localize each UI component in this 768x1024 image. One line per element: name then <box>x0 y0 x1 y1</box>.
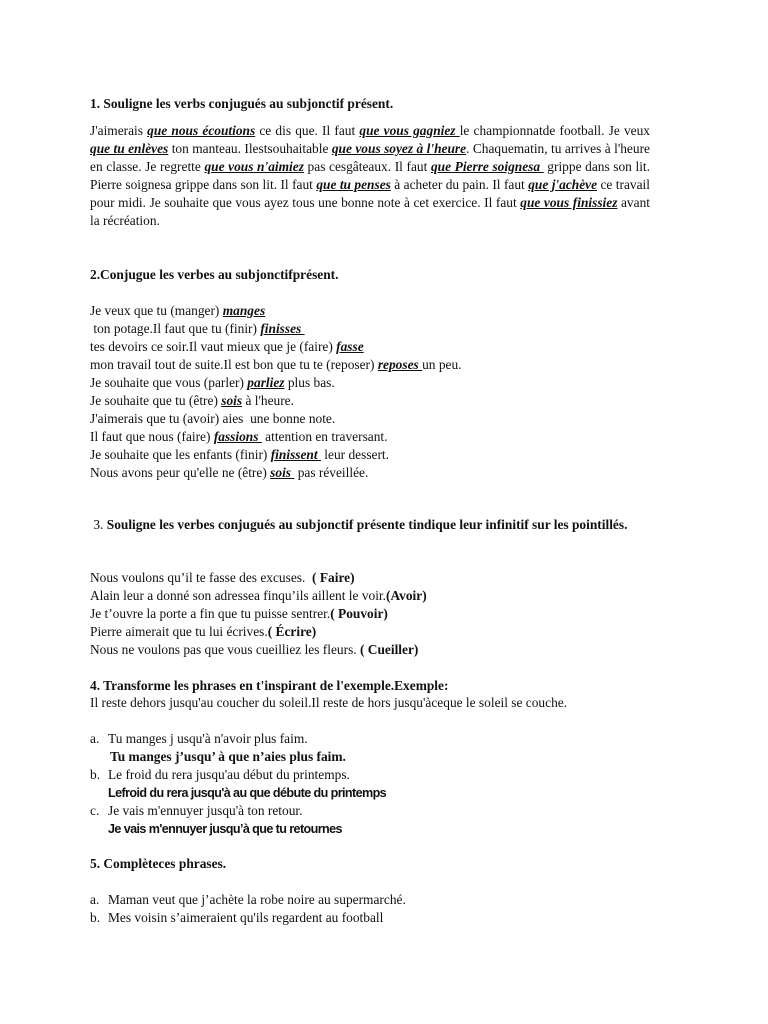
subjunctive-answer: sois <box>270 465 295 480</box>
sentence-text: Pierre aimerait que tu lui écrives. <box>90 624 268 639</box>
item-answer: Je vais m'ennuyer jusqu’à que tu retournes <box>108 822 342 836</box>
subjunctive-sentence <box>90 569 650 587</box>
ex3-heading <box>90 516 650 534</box>
ex4-heading: 4. Transforme les phrases en t'inspirant de l'exemple.Exemple: <box>90 678 449 693</box>
subjunctive-sentence <box>90 623 650 641</box>
infinitive-answer: ( Faire) <box>305 570 355 585</box>
text-segment: pas cesgâteaux. Il faut <box>303 159 431 174</box>
subjunctive-answer: manges <box>222 303 266 318</box>
ex4-example: Il reste dehors jusqu'au coucher du soleil.Il reste de hors jusqu'àceque le soleil se couche. <box>90 695 568 710</box>
subjunctive-answer: que nous écoutions <box>147 123 256 138</box>
sentence-text: Nous ne voulons pas que vous cueilliez les fleurs. <box>90 642 357 657</box>
text-segment: pas réveillée. <box>294 465 369 480</box>
subjunctive-answer: reposes <box>377 357 423 372</box>
ex2-lines <box>90 302 650 482</box>
ex3-heading-text: Souligne les verbes conjugués au subjonctif présente tindique leur infinitif sur les pointillés. <box>106 517 628 532</box>
infinitive-answer: (Avoir) <box>386 588 427 603</box>
subjunctive-answer: que tu enlèves <box>90 141 169 156</box>
text-segment: Nous avons peur qu'elle ne (être) <box>90 465 271 480</box>
text-segment: ton manteau. Ilestsouhaitable <box>168 141 332 156</box>
conjugation-line <box>90 356 650 374</box>
complete-item <box>90 909 650 927</box>
subjunctive-sentence <box>90 587 650 605</box>
subjunctive-sentence <box>90 641 650 659</box>
subjunctive-answer: fassions <box>213 429 262 444</box>
text-segment: J'aimerais <box>90 123 148 138</box>
text-segment: tes devoirs ce soir.Il vaut mieux que je (faire) <box>90 339 337 354</box>
ex5-items <box>90 891 650 927</box>
subjunctive-answer: que tu penses <box>316 177 391 192</box>
subjunctive-answer: que j'achève <box>528 177 598 192</box>
item-text: Maman veut que j’achète la robe noire au supermarché. <box>108 892 406 907</box>
sentence-text: Nous voulons qu’il te fasse des excuses. <box>90 570 306 585</box>
subjunctive-answer: parliez <box>247 375 285 390</box>
text-segment: un peu. <box>422 357 462 372</box>
subjunctive-answer: fasse <box>336 339 364 354</box>
ex1-heading: 1. Souligne les verbs conjugués au subjonctif présent. <box>90 96 394 111</box>
item-text: Mes voisin s’aimeraient qu'ils regardent au football <box>108 910 384 925</box>
ex5-heading: 5. Complèteces phrases. <box>90 856 227 871</box>
subjunctive-sentence <box>90 605 650 623</box>
subjunctive-answer: que vous n'aimiez <box>204 159 304 174</box>
sentence-text: Alain leur a donné son adressea finqu’ils aillent le voir. <box>90 588 386 603</box>
sentence-text: Je t’ouvre la porte a fin que tu puisse sentrer. <box>90 606 331 621</box>
conjugation-line <box>90 410 650 428</box>
ex2-heading: 2.Conjugue les verbes au subjonctifprésent. <box>90 267 339 282</box>
text-segment: Je souhaite que vous (parler) <box>90 375 248 390</box>
subjunctive-answer: que vous gagniez <box>359 123 460 138</box>
text-segment: mon travail tout de suite.Il est bon que tu te (reposer) <box>90 357 378 372</box>
transform-item <box>90 766 650 784</box>
subjunctive-answer: que vous finissiez <box>520 195 618 210</box>
text-segment: Je souhaite que les enfants (finir) <box>90 447 271 462</box>
ex4-items <box>90 730 650 838</box>
item-label: c. <box>90 803 100 818</box>
complete-item <box>90 891 650 909</box>
text-segment: ton potage.Il faut que tu (finir) <box>90 321 261 336</box>
text-segment: Je souhaite que tu (être) <box>90 393 222 408</box>
text-segment: J'aimerais que tu (avoir) aies une bonne note. <box>90 411 336 426</box>
text-segment: plus bas. <box>284 375 335 390</box>
item-answer: Lefroid du rera jusqu'à au que débute du printemps <box>108 786 387 800</box>
item-text: Tu manges j usqu'à n'avoir plus faim. <box>108 731 308 746</box>
text-segment: leur dessert. <box>320 447 389 462</box>
conjugation-line <box>90 320 650 338</box>
text-segment: à l'heure. <box>242 393 294 408</box>
text-segment: . Chaquematin, tu arrives à l'heure en classe. Je regrette <box>90 141 654 174</box>
text-segment: à acheter du pain. Il faut <box>390 177 529 192</box>
infinitive-answer: ( Cueiller) <box>356 642 419 657</box>
text-segment: ce travail pour midi. Je souhaite que vous ayez tous une bonne note à cet exercice. Il faut <box>90 177 654 210</box>
item-text: Je vais m'ennuyer jusqu'à ton retour. <box>108 803 303 818</box>
text-segment: Je veux que tu (manger) <box>90 303 223 318</box>
conjugation-line <box>90 338 650 356</box>
transform-item <box>90 730 650 748</box>
subjunctive-answer: que Pierre soignesa <box>430 159 544 174</box>
subjunctive-answer: sois <box>221 393 243 408</box>
item-label: a. <box>90 892 100 907</box>
conjugation-line <box>90 428 650 446</box>
subjunctive-answer: finisses <box>260 321 305 336</box>
item-text: Le froid du rera jusqu'au début du printemps. <box>108 767 350 782</box>
text-segment: attention en traversant. <box>261 429 388 444</box>
subjunctive-answer: finissent <box>270 447 321 462</box>
text-segment: avant la récréation. <box>90 195 654 228</box>
conjugation-line <box>90 374 650 392</box>
text-segment: Il faut que nous (faire) <box>90 429 214 444</box>
conjugation-line <box>90 302 650 320</box>
item-label: b. <box>90 767 101 782</box>
subjunctive-answer: que vous soyez à l'heure <box>331 141 467 156</box>
text-segment: grippe dans son lit. Pierre soignesa grippe dans son lit. Il faut <box>90 159 654 192</box>
item-label: a. <box>90 731 100 746</box>
text-segment: ce dis que. Il faut <box>255 123 360 138</box>
ex3-heading-number: 3. <box>90 517 107 532</box>
infinitive-answer: ( Écrire) <box>267 624 317 639</box>
ex3-lines <box>90 569 650 659</box>
item-label: b. <box>90 910 101 925</box>
conjugation-line <box>90 446 650 464</box>
transform-item <box>90 802 650 820</box>
infinitive-answer: ( Pouvoir) <box>330 606 388 621</box>
conjugation-line <box>90 464 650 482</box>
ex1-paragraph <box>90 122 654 230</box>
text-segment: le championnatde football. Je veux <box>459 123 654 138</box>
conjugation-line <box>90 392 650 410</box>
item-answer: Tu manges j’usqu’ à que n’aies plus faim. <box>110 749 346 764</box>
